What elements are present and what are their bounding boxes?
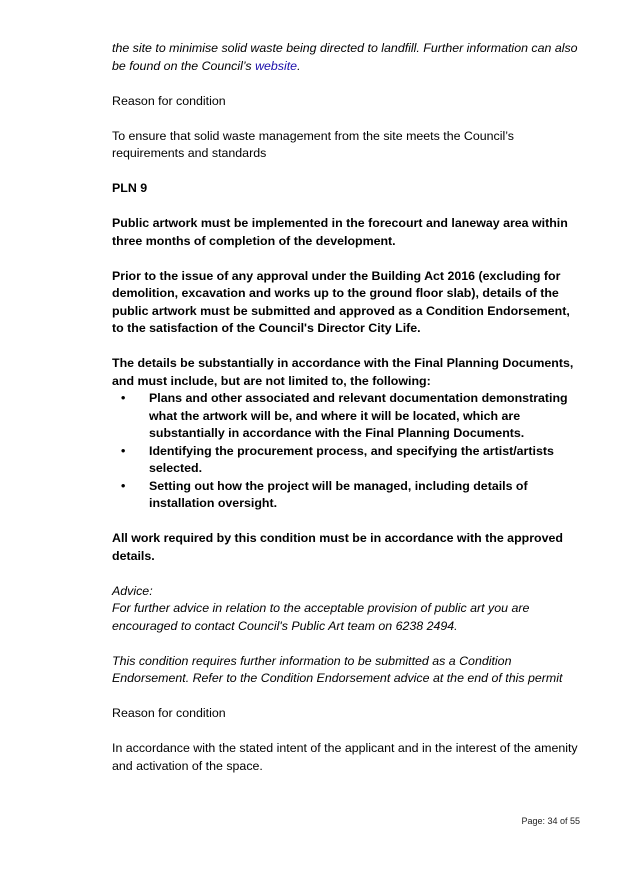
list-item-text: Plans and other associated and relevant documentation demonstrating what the artwork will be, and where it will be located, which are substantially in accordance with the Final Planning Documents. bbox=[149, 391, 568, 440]
list-item-text: Setting out how the project will be managed, including details of installation oversight. bbox=[149, 478, 528, 510]
condition-paragraph-3: The details be substantially in accordance with the Final Planning Documents, and must include, but are not limited to, the following: bbox=[112, 356, 574, 388]
condition-id: PLN 9 bbox=[112, 181, 148, 195]
bullet-icon: • bbox=[121, 443, 126, 458]
bullet-icon: • bbox=[121, 391, 126, 405]
intro-text: the site to minimise solid waste being directed to landfill. Further information can also be found on the Council’s bbox=[112, 41, 578, 73]
website-link[interactable]: website bbox=[255, 58, 298, 73]
advice-label: Advice: bbox=[112, 583, 153, 598]
list-item bbox=[112, 443, 582, 478]
list-item bbox=[112, 478, 582, 513]
advice-note: This condition requires further information to be submitted as a Condition Endorsement. Refer to the Condition Endorsement advice at the end of this permit bbox=[112, 653, 563, 685]
page-number-footer: Page: 34 of 55 bbox=[521, 816, 580, 826]
reason-text-1: To ensure that solid waste management from the site meets the Council’s requirements and standards bbox=[112, 128, 514, 160]
requirements-list bbox=[112, 390, 582, 513]
reason-heading-2: Reason for condition bbox=[112, 706, 226, 720]
reason-text-2: In accordance with the stated intent of the applicant and in the interest of the amenity and activation of the space. bbox=[112, 741, 578, 773]
list-item bbox=[112, 390, 582, 443]
intro-end: . bbox=[297, 58, 301, 73]
page-content bbox=[112, 40, 582, 775]
intro-paragraph bbox=[112, 40, 582, 75]
condition-paragraph-1: Public artwork must be implemented in the forecourt and laneway area within three months of completion of the development. bbox=[112, 216, 568, 248]
reason-heading-1: Reason for condition bbox=[112, 93, 226, 108]
list-item-text: Identifying the procurement process, and specifying the artist/artists selected. bbox=[149, 443, 554, 475]
condition-paragraph-4: All work required by this condition must be in accordance with the approved details. bbox=[112, 531, 563, 563]
advice-text: For further advice in relation to the acceptable provision of public art you are encouraged to contact Council's Public Art team on 6238 2494. bbox=[112, 601, 530, 633]
condition-paragraph-2: Prior to the issue of any approval under the Building Act 2016 (excluding for demolition, excavation and works up to the ground floor slab), details of the public artwork must be submitted and approved as a Condition Endorsement, to the satisfaction of the Council's Director City Life. bbox=[112, 268, 570, 335]
bullet-icon: • bbox=[121, 478, 126, 493]
